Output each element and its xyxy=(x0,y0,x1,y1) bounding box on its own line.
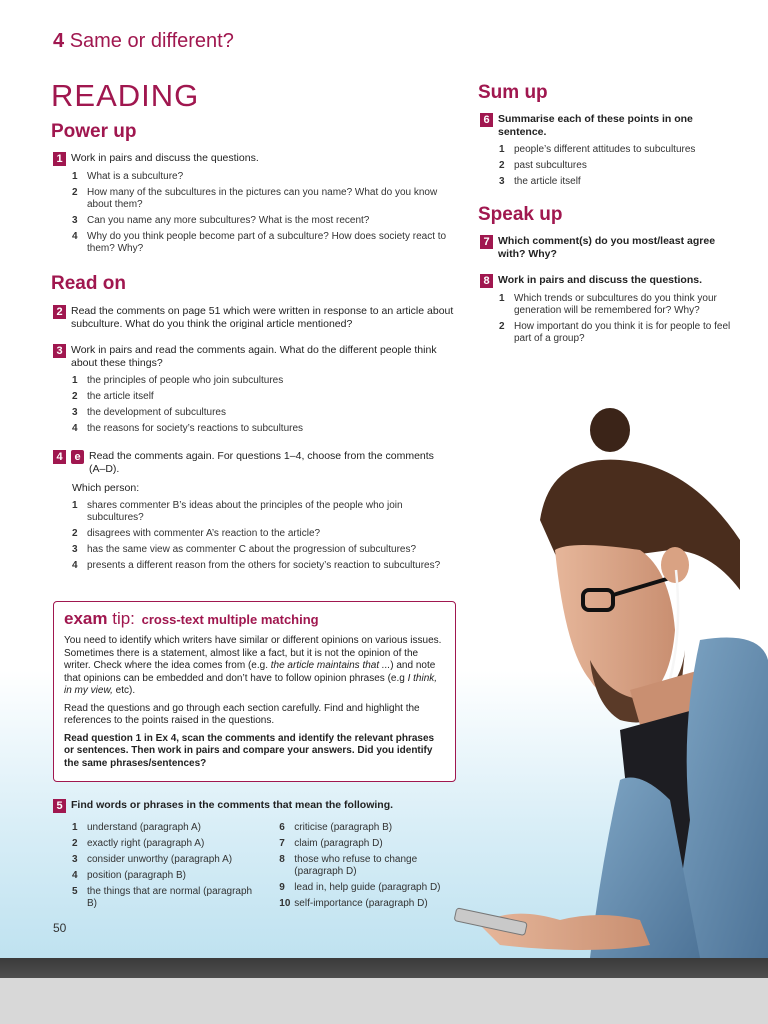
list-item xyxy=(72,375,453,387)
exam-tip-para-3: Read question 1 in Ex 4, scan the comments and identify the relevant phrases or sentences. Then work in pairs and compare your answers. Did you identify the same phrases/sentences? xyxy=(64,732,435,769)
list-item xyxy=(72,838,260,850)
list-item xyxy=(279,822,463,834)
exercise-number: 5 xyxy=(53,799,66,813)
list-item xyxy=(72,407,453,419)
item-number: 3 xyxy=(72,544,78,555)
item-text: consider unworthy (paragraph A) xyxy=(87,854,233,865)
speak-up-heading: Speak up xyxy=(478,204,563,225)
list-item xyxy=(72,391,453,403)
exercise-number: 7 xyxy=(480,235,493,249)
item-text: disagrees with commenter A’s reaction to the article? xyxy=(87,528,321,539)
item-number: 7 xyxy=(279,838,285,849)
exercise-4-list xyxy=(72,500,453,572)
item-text: claim (paragraph D) xyxy=(294,838,383,849)
list-item xyxy=(279,898,463,910)
item-text: has the same view as commenter C about the progression of subcultures? xyxy=(87,544,417,555)
list-item xyxy=(499,321,738,345)
list-item xyxy=(279,838,463,850)
item-number: 4 xyxy=(72,231,78,242)
exercise-6: 6 Summarise each of these points in one sentence. 1 people’s different attitudes to subcultures 2 past subcultures 3 the article itself xyxy=(480,113,735,192)
exam-tip-title: exam tip: cross-text multiple matching xyxy=(64,609,319,628)
item-text: Which trends or subcultures do you think your generation will be remembered for? Why? xyxy=(514,293,717,316)
exercise-7: 7 Which comment(s) do you most/least agree with? Why? xyxy=(480,235,735,261)
list-item xyxy=(72,423,453,435)
exercise-2: 2 Read the comments on page 51 which were written in response to an article about subculture. What do you think the original article mentioned? xyxy=(53,305,458,331)
item-text: the reasons for society’s reactions to subcultures xyxy=(87,423,304,434)
list-item xyxy=(72,215,453,227)
list-item xyxy=(72,544,453,556)
item-number: 6 xyxy=(279,822,285,833)
exercise-number: 4 xyxy=(53,450,66,464)
list-item xyxy=(499,160,735,172)
read-on-heading: Read on xyxy=(51,273,126,294)
exercise-number: 2 xyxy=(53,305,66,319)
unit-title: 4 Same or different? xyxy=(53,30,234,52)
item-number: 1 xyxy=(72,171,78,182)
item-number: 8 xyxy=(279,854,285,865)
list-item xyxy=(499,293,738,317)
item-text: exactly right (paragraph A) xyxy=(87,838,205,849)
item-number: 2 xyxy=(72,838,78,849)
list-item xyxy=(499,176,735,188)
item-number: 1 xyxy=(499,144,505,155)
list-item xyxy=(72,171,453,183)
item-number: 4 xyxy=(72,870,78,881)
exam-tip-box xyxy=(53,601,456,782)
exercise-number: 3 xyxy=(53,344,66,358)
item-text: presents a different reason from the others for society’s reaction to subcultures? xyxy=(87,560,441,571)
list-item xyxy=(72,231,453,255)
list-item xyxy=(72,870,260,882)
exam-tip-para-2: Read the questions and go through each section carefully. Find and highlight the references to the points raised in the questions. xyxy=(64,702,420,726)
page-number: 50 xyxy=(53,921,67,935)
item-number: 3 xyxy=(72,215,78,226)
exam-tip-para-1: You need to identify which writers have similar or different opinions on various issues. Sometimes there is a statement, almost like a fact, but it is not the opinion of the writer. Check where the idea comes from (e.g. the article maintains that ...) and note that opinions can be embedded and don’t have to follow opinion phrases (e.g I think, in my view, etc). xyxy=(64,635,442,696)
exercise-3-list xyxy=(72,375,453,435)
exercise-1: 1 Work in pairs and discuss the questions. 1 What is a subculture? 2 How many of the subcultures in the pictures can you name? What do you know about them? 3 Can you name any more subcultures? What is the most recent? 4 Why do you think people become part of a subculture? How does society react to them? Why? xyxy=(53,152,453,259)
item-text: people’s different attitudes to subcultures xyxy=(514,144,696,155)
item-text: position (paragraph B) xyxy=(87,870,186,881)
power-up-heading: Power up xyxy=(51,121,137,142)
reading-heading: READING xyxy=(51,78,200,113)
item-number: 1 xyxy=(72,500,78,511)
exam-e-badge: e xyxy=(71,450,84,464)
item-number: 2 xyxy=(499,321,505,332)
list-item xyxy=(72,886,260,910)
item-text: past subcultures xyxy=(514,160,587,171)
item-text: lead in, help guide (paragraph D) xyxy=(294,882,441,893)
list-item xyxy=(72,500,453,524)
item-text: understand (paragraph A) xyxy=(87,822,201,833)
list-item xyxy=(279,882,463,894)
item-number: 2 xyxy=(499,160,505,171)
which-person-label: Which person: xyxy=(72,482,140,494)
list-item xyxy=(72,822,260,834)
exercise-8-list xyxy=(499,293,738,345)
item-number: 4 xyxy=(72,423,78,434)
exercise-5-list-right xyxy=(279,822,463,914)
item-number: 1 xyxy=(72,375,78,386)
item-number: 1 xyxy=(499,293,505,304)
item-number: 4 xyxy=(72,560,78,571)
item-text: the principles of people who join subcultures xyxy=(87,375,284,386)
item-number: 2 xyxy=(72,528,78,539)
exercise-6-list xyxy=(499,144,735,188)
item-number: 10 xyxy=(279,898,291,909)
list-item xyxy=(499,144,735,156)
item-text: those who refuse to change (paragraph D) xyxy=(294,854,418,877)
sum-up-heading: Sum up xyxy=(478,82,548,103)
item-text: the development of subcultures xyxy=(87,407,226,418)
item-text: What is a subculture? xyxy=(87,171,184,182)
item-text: How many of the subcultures in the pictures can you name? What do you know about them? xyxy=(87,187,438,210)
item-number: 2 xyxy=(72,187,78,198)
man-with-phone-photo xyxy=(440,400,768,958)
item-text: How important do you think it is for people to feel part of a group? xyxy=(514,321,731,344)
exercise-number: 6 xyxy=(480,113,493,127)
scan-bottom-edge xyxy=(0,958,768,1024)
exercise-number: 1 xyxy=(53,152,66,166)
item-number: 1 xyxy=(72,822,78,833)
exercise-4: 4 e Read the comments again. For questions 1–4, choose from the comments (A–D). Which person: 1 shares commenter B’s ideas about the principles of the people who join subcultures? 2 disagrees with commenter A’s reaction to the article? 3 has the same view as commenter C about the progression of subcultures? 4 presents a different reason from the others for society’s reaction to subcultures? xyxy=(53,450,453,576)
item-text: shares commenter B’s ideas about the principles of the people who join subcultures? xyxy=(87,500,403,523)
exercise-3: 3 Work in pairs and read the comments again. What do the different people think about these things? 1 the principles of people who join subcultures 2 the article itself 3 the development of subcultures 4 the reasons for society’s reactions to subcultures xyxy=(53,344,453,439)
exercise-number: 8 xyxy=(480,274,493,288)
item-number: 2 xyxy=(72,391,78,402)
list-item xyxy=(72,854,260,866)
list-item xyxy=(72,560,453,572)
list-item xyxy=(72,528,453,540)
item-text: the article itself xyxy=(87,391,154,402)
item-text: criticise (paragraph B) xyxy=(294,822,393,833)
item-text: self-importance (paragraph D) xyxy=(294,898,428,909)
item-number: 9 xyxy=(279,882,285,893)
item-number: 3 xyxy=(72,854,78,865)
item-number: 5 xyxy=(72,886,78,897)
list-item xyxy=(279,854,463,878)
exercise-5: 5 Find words or phrases in the comments that mean the following. 1 understand (paragraph A) 2 exactly right (paragraph A) 3 consider unworthy (paragraph A) 4 position (paragraph B) 5 the things that are normal (paragraph B) 6 criticise (paragraph B) 7 claim (paragraph D) 8 those who refuse to change (paragraph D) 9 lead in, help guide (paragraph D) 10 self-importance (paragraph D) xyxy=(53,799,463,914)
list-item xyxy=(72,187,453,211)
item-text: the article itself xyxy=(514,176,581,187)
item-number: 3 xyxy=(499,176,505,187)
item-text: Why do you think people become part of a subculture? How does society react to them? Why? xyxy=(87,231,447,254)
exercise-5-list-left xyxy=(72,822,260,914)
exercise-1-list xyxy=(72,171,453,255)
item-text: Can you name any more subcultures? What is the most recent? xyxy=(87,215,370,226)
item-text: the things that are normal (paragraph B) xyxy=(87,886,253,909)
exercise-8: 8 Work in pairs and discuss the questions. 1 Which trends or subcultures do you think your generation will be remembered for? Why? 2 How important do you think it is for people to feel part of a group? xyxy=(480,274,738,349)
item-number: 3 xyxy=(72,407,78,418)
